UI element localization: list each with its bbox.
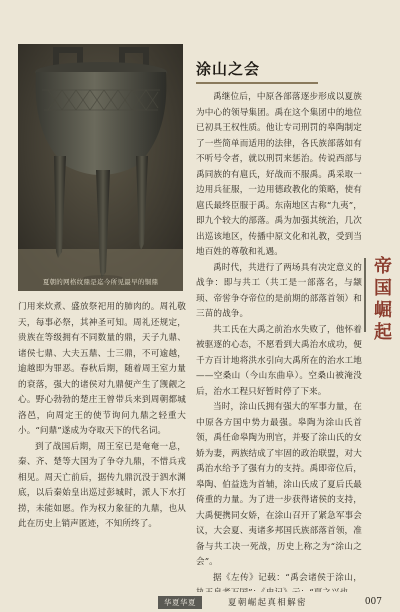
footer-series-label: 华夏华夏 (158, 596, 202, 609)
title-underline (196, 82, 318, 84)
bronze-ding-photo (18, 44, 183, 291)
page-number: 007 (364, 597, 382, 607)
seal-character: 国 (374, 278, 392, 299)
right-column-text (196, 90, 362, 602)
bronze-ding-illustration (18, 44, 183, 291)
paragraph: 禹时代，共进行了两场具有决定意义的战争：即与共工（共工是一部落名，与颛顼、帝喾争夺帝位的是前期的部落首领）和三苗的战争。 (196, 262, 362, 319)
seal-character: 帝 (374, 256, 392, 277)
paragraph: 到了战国后期，周王室已是奄奄一息，秦、齐、楚等大国为了争夺九鼎，不惜兵戎相见。周天亡前后，据传九鼎沉没于泗水渊底，以后秦始皇出巡过彭城时，派人下水打捞，未能如愿。作为权力象征的九鼎，也从此在历史上销声匿迹，不知所终了。 (18, 441, 186, 529)
paragraph: 禹继位后，中原各部落逐步形成以夏族为中心的领导集团。禹在这个集团中的地位已初具王权性质。他让专司刑罚的皋陶制定了一些简单而适用的法律，各氏族部落如有不听号令者，就以刑罚来惩治。传说西部与禹同族的有扈氏，好战而不服禹。禹采取一边用兵征服，一边用德政教化的策略，使有扈氏最终臣服于禹。东南地区古称“九夷”，即九个较大的部落。禹为加强其统治，几次出巡该地区，传播中原文化和礼教，受到当地百姓的尊敬和礼遇。 (196, 92, 362, 257)
left-column-text (18, 300, 186, 533)
seal-character: 起 (374, 322, 392, 343)
calligraphy-seal (356, 252, 400, 344)
footer-book-title: 夏朝崛起真相解密 (228, 597, 307, 607)
paragraph: 共工氏在大禹之前治水失败了，他怀着被驱逐的心态，不愿看到大禹治水成功，便千方百计地将洪水引向大禹所在的治水工地——空桑山（今山东曲阜）。空桑山被淹没后，治水工程只好暂时停了下来。 (196, 324, 362, 397)
seal-character: 崛 (374, 300, 392, 321)
article-title: 涂山之会 (196, 60, 261, 78)
paragraph: 当时，涂山氏拥有强大的军事力量，在中原各方国中势力最强。皋陶为涂山氏首领，禹任命皋陶为刑官，并娶了涂山氏的女娇为妻，两族结成了牢固的政治联盟，对大禹治水给予了强有力的支持。禹即帝位后，皋陶、伯益选为首辅，涂山氏成了夏后氏最倚重的力量。为了进一步获得诸侯的支持，大禹便携同女娇，在涂山召开了紧急军事会议，大会夏、夷诸多邦国氏族部落首领，准备与共工决一死战，历史上称之为“涂山之会”。 (196, 402, 362, 567)
paragraph: 据《左传》记载：“禹会诸侯于涂山， (213, 572, 362, 583)
photo-caption: 夏朝的网格纹鼎是迄今所见最早的铜鼎 (42, 278, 159, 286)
paragraph: 门用来炊煮、盛放祭祀用的肺肉的。周礼敬天，每事必祭，其神圣可知。周礼还规定，贵族在等级拥有不同数量的鼎，天子九鼎、诸侯七鼎、大夫五鼎、士三鼎，不可逾越，逾越即为罪恶。春秋后期，随着周王室力量的衰落，强大的诸侯对九鼎便产生了觊觎之心。野心勃勃的楚庄王曾带兵来到周朝都城洛邑，向周定王的使节询问九鼎之轻重大小。“问鼎”遂成为夺取天下的代名词。 (18, 302, 186, 436)
seal-brush-line (364, 258, 366, 332)
